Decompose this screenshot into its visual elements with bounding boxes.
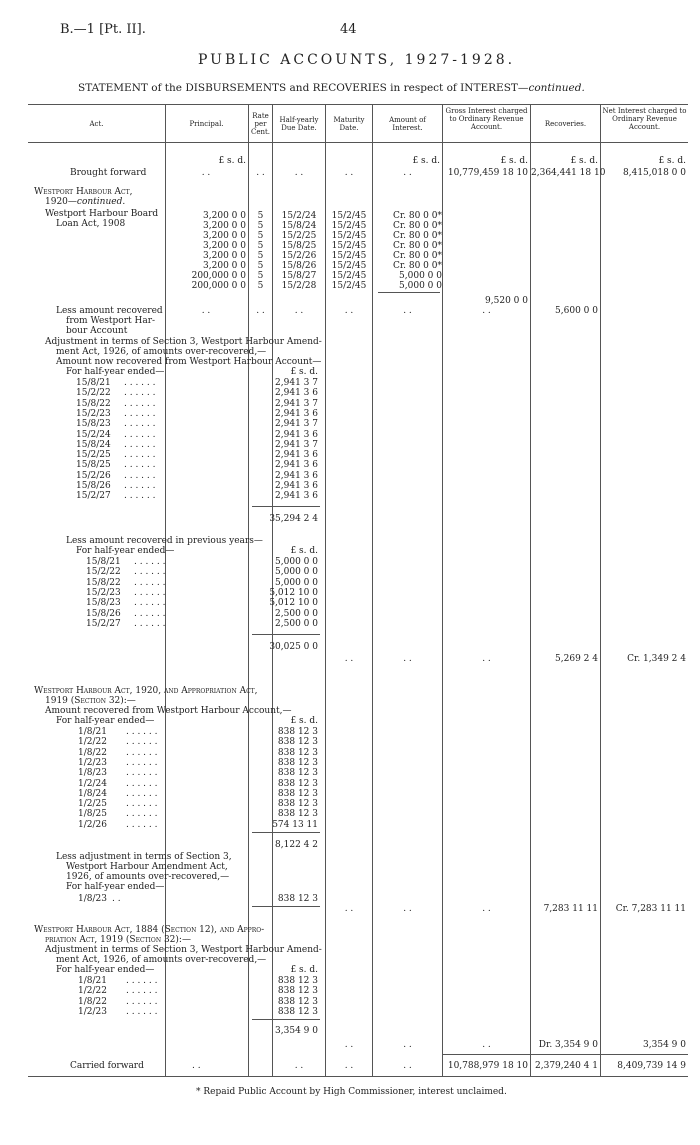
dot-leader: . . . . . . (126, 757, 158, 768)
leader: . . (344, 1040, 354, 1050)
act1-year-text: 1920— (45, 197, 77, 207)
due-date-cell: 15/2/24 (281, 211, 317, 221)
dot-leader: . . . . . . (124, 491, 156, 502)
amount-cell: 5,000 0 0 (275, 567, 318, 578)
maturity-cell: 15/2/45 (331, 271, 367, 281)
act2-recoveries: 7,283 11 11 (543, 904, 598, 914)
act2-title-3: Amount recovered from Westport Harbour Account,— (45, 706, 292, 716)
amount-cell: 838 12 3 (277, 799, 318, 810)
leader: . . (256, 306, 265, 316)
date-cell: 15/2/27 (86, 618, 121, 629)
dot-leader: . . . . . . (126, 819, 158, 830)
subtotal-rule (252, 634, 320, 635)
amount-cell: 2,941 3 7 (275, 398, 318, 409)
due-date-cell: 15/2/28 (281, 281, 317, 291)
amount-cell: 838 12 3 (277, 737, 318, 748)
act1-sec-net: Cr. 1,349 2 4 (627, 654, 686, 664)
dot-leader: . . . . . . (124, 398, 156, 409)
amount-cell: 5,012 10 0 (269, 598, 318, 609)
amount-cell: 838 12 3 (277, 747, 318, 758)
amount-cell: 838 12 3 (277, 976, 318, 986)
amount-cell: 838 12 3 (277, 996, 318, 1007)
amount-cell: Cr. 80 0 0* (392, 251, 442, 261)
date-cell: 15/2/27 (76, 491, 111, 502)
amount-cell: 838 12 3 (277, 778, 318, 789)
leader: . . (403, 168, 412, 178)
principal-cell: 3,200 0 0 (203, 241, 246, 251)
act1-year (45, 197, 125, 207)
act1-adj-2: ment Act, 1926, of amounts over-recovered,— (56, 347, 267, 357)
dot-leader: . . . . . . (124, 470, 156, 481)
date-cell: 1/8/21 (78, 976, 107, 986)
date-cell: 1/2/23 (78, 1006, 107, 1017)
act2-less-date: 1/8/23 (78, 894, 107, 904)
date-cell: 15/8/21 (76, 378, 111, 388)
col-rule (600, 104, 601, 1076)
act1-adj-1: Adjustment in terms of Section 3, Westport Harbour Amend- (45, 337, 322, 347)
act3-title-4: ment Act, 1926, of amounts over-recovered,— (56, 955, 267, 965)
act3-title-3: Adjustment in terms of Section 3, Westport Harbour Amend- (45, 945, 322, 955)
date-cell: 1/8/23 (78, 768, 107, 779)
table-bottom-rule (28, 1076, 688, 1077)
principal-cell: 3,200 0 0 (203, 211, 246, 221)
dot-leader: . . . . . . (126, 1006, 158, 1017)
principal-cell: 3,200 0 0 (203, 231, 246, 241)
maturity-cell: 15/2/45 (331, 281, 367, 291)
amount-cell: 2,941 3 6 (275, 388, 318, 399)
amount-cell: 838 12 3 (277, 809, 318, 820)
leader: . . (294, 1061, 304, 1071)
dot-leader: . . . . . . (124, 388, 156, 399)
dot-leader: . . . . . . (126, 996, 158, 1007)
due-date-cell: 15/8/26 (281, 261, 317, 271)
act1-board-1: Westport Harbour Board (45, 209, 159, 219)
act1-less-1: Less amount recovered (56, 306, 163, 316)
col-header-gross: Gross Interest charged to Ordinary Revenue Account. (445, 107, 528, 131)
dot-leader: . . . . . . (134, 557, 166, 567)
footnote: * Repaid Public Account by High Commissioner, interest unclaimed. (196, 1087, 507, 1097)
act1-less-2: from Westport Har- (66, 316, 156, 326)
carried-forward-label: Carried forward (70, 1061, 144, 1071)
date-cell: 15/2/23 (76, 408, 111, 419)
date-cell: 15/2/22 (86, 567, 121, 578)
dot-leader: . . . . . . (126, 737, 158, 748)
dot-leader: . . . . . . (134, 587, 166, 598)
date-cell: 1/2/26 (78, 819, 107, 830)
leader: . . (403, 904, 412, 914)
date-cell: 15/8/23 (76, 419, 111, 430)
dot-leader: . . (192, 1061, 201, 1071)
col-header-principal: Principal. (189, 120, 224, 128)
date-cell: 15/2/22 (76, 388, 111, 399)
col-header-halfyearly: Half-yearly Due Date. (279, 116, 319, 132)
dot-leader: . . . . . . (124, 439, 156, 450)
leader: . . (294, 306, 304, 316)
dot-leader: . . . . . . (126, 747, 158, 758)
header-bottom-rule (28, 142, 688, 143)
maturity-cell: 15/2/45 (331, 241, 367, 251)
due-date-cell: 15/2/25 (281, 231, 317, 241)
subtitle-main: STATEMENT of the DISBURSEMENTS and RECOVERIES in respect of INTEREST— (78, 82, 529, 94)
act1-title: Westport Harbour Act, (34, 187, 133, 197)
subtotal-rule (252, 506, 320, 507)
col-rule (530, 104, 531, 1076)
leader: . . (256, 168, 265, 178)
leader: . . (403, 1061, 412, 1071)
dot-leader: . . . . . . (134, 608, 166, 619)
date-cell: 15/8/26 (76, 481, 111, 491)
act1-prev-total: 30,025 0 0 (269, 642, 318, 652)
subtitle-cont: continued. (528, 82, 585, 94)
subtotal-rule (252, 832, 320, 833)
act2-title-1: Westport Harbour Act, 1920, and Appropriation Act, (34, 686, 258, 696)
act3-recoveries: Dr. 3,354 9 0 (538, 1040, 598, 1050)
rate-cell: 5 (257, 241, 264, 251)
brought-forward-label: Brought forward (70, 168, 147, 178)
leader: . . (201, 306, 211, 316)
dot-leader: . . . . . . (124, 419, 156, 430)
brought-gross: 10,779,459 18 10 (447, 168, 528, 178)
date-cell: 1/2/23 (78, 757, 107, 768)
leader: . . (294, 168, 304, 178)
leader: . . (403, 1040, 412, 1050)
date-cell: 1/2/22 (78, 986, 107, 997)
amount-cell: 838 12 3 (277, 788, 318, 799)
amount-cell: 2,941 3 7 (275, 378, 318, 388)
dot-leader: . . . . . . (126, 788, 158, 799)
lsd-amount: £ s. d. (412, 156, 440, 166)
dot-leader: . . . . . . (126, 778, 158, 789)
lsd-gross: £ s. d. (500, 156, 528, 166)
col-header-recoveries: Recoveries. (544, 120, 587, 128)
date-cell: 15/8/22 (86, 577, 121, 588)
dot-leader: . . . . . . (124, 460, 156, 471)
date-cell: 15/8/24 (76, 439, 111, 450)
amount-cell: 5,000 0 0 (275, 557, 318, 567)
date-cell: 15/2/23 (86, 587, 121, 598)
amount-cell: 838 12 3 (277, 986, 318, 997)
dot-leader: . . . . . . (124, 450, 156, 461)
maturity-cell: 15/2/45 (331, 231, 367, 241)
amount-cell: 2,941 3 6 (275, 470, 318, 481)
rate-cell: 5 (257, 231, 264, 241)
leader: . . (482, 904, 491, 914)
lsd-principal: £ s. d. (218, 156, 246, 166)
date-cell: 15/2/24 (76, 429, 111, 440)
carried-recoveries: 2,379,240 4 1 (535, 1061, 598, 1071)
brought-recoveries: 2,364,441 18 10 (531, 168, 606, 178)
rate-cell: 5 (257, 251, 264, 261)
act2-less-3: 1926, of amounts over-recovered,— (66, 872, 230, 882)
principal-cell: 3,200 0 0 (203, 261, 246, 271)
amount-cell: Cr. 80 0 0* (392, 261, 442, 271)
act1-prev-halfyear: For half-year ended— (76, 546, 175, 556)
act1-adj-3: Amount now recovered from Westport Harbour Account— (56, 357, 322, 367)
amount-cell: 5,012 10 0 (269, 587, 318, 598)
dot-leader: . . . . . . (134, 567, 166, 578)
amount-cell: 574 13 11 (272, 819, 318, 830)
dot-leader: . . . . . . (134, 577, 166, 588)
act1-gross-total: 9,520 0 0 (485, 296, 528, 306)
leader: . . (482, 306, 491, 316)
lsd-sub: £ s. d. (290, 367, 318, 377)
rate-cell: 5 (257, 211, 264, 221)
act1-less-recoveries: 5,600 0 0 (555, 306, 598, 316)
act1-prev-1: Less amount recovered in previous years— (66, 536, 263, 546)
leader: . . (344, 904, 354, 914)
amount-cell: Cr. 80 0 0* (392, 221, 442, 231)
amount-cell: 838 12 3 (277, 1006, 318, 1017)
due-date-cell: 15/2/26 (281, 251, 317, 261)
act2-net: Cr. 7,283 11 11 (615, 904, 686, 914)
date-cell: 15/8/25 (76, 460, 111, 471)
lsd-sub: £ s. d. (290, 965, 318, 975)
amount-cell: 5,000 0 0 (399, 271, 442, 281)
due-date-cell: 15/8/27 (281, 271, 317, 281)
amount-cell: 2,500 0 0 (275, 608, 318, 619)
act1-board-2: Loan Act, 1908 (56, 219, 126, 229)
due-date-cell: 15/8/25 (281, 241, 317, 251)
amount-cell: 838 12 3 (277, 757, 318, 768)
lsd-sub: £ s. d. (290, 716, 318, 726)
leader: . . (344, 654, 354, 664)
maturity-cell: 15/2/45 (331, 211, 367, 221)
amount-cell: 2,941 3 6 (275, 450, 318, 461)
date-cell: 1/8/22 (78, 996, 107, 1007)
act3-title-1: Westport Harbour Act, 1884 (Section 12), and Appro- (34, 925, 265, 935)
dot-leader: . . . . . . (124, 408, 156, 419)
date-cell: 15/8/22 (76, 398, 111, 409)
amount-subtotal-rule (378, 292, 440, 293)
amount-cell: Cr. 80 0 0* (392, 241, 442, 251)
carried-rule (443, 1054, 688, 1055)
amount-cell: 2,941 3 7 (275, 439, 318, 450)
amount-cell: 2,941 3 7 (275, 419, 318, 430)
lsd-sub: £ s. d. (290, 546, 318, 556)
table-top-rule (28, 104, 688, 105)
date-cell: 15/8/21 (86, 557, 121, 567)
act1-recovered-total: 35,294 2 4 (269, 514, 318, 524)
date-cell: 1/8/21 (78, 727, 107, 737)
col-header-amount: Amount of Interest. (389, 116, 426, 132)
dot-leader: . . . . . . (126, 809, 158, 820)
leader: . . (344, 168, 354, 178)
act3-net: 3,354 9 0 (643, 1040, 686, 1050)
carried-net: 8,409,739 14 9 (617, 1061, 686, 1071)
amount-cell: 5,000 0 0 (399, 281, 442, 291)
dot-leader: . . . . . . (126, 976, 158, 986)
amount-cell: 2,941 3 6 (275, 429, 318, 440)
act1-halfyear: For half-year ended— (66, 367, 165, 377)
rate-cell: 5 (257, 261, 264, 271)
col-header-net: Net Interest charged to Ordinary Revenue Account. (602, 107, 687, 131)
act2-less-halfyear: For half-year ended— (66, 882, 165, 892)
col-header-maturity: Maturity Date. (333, 116, 365, 132)
dot-leader: . . . . . . (134, 598, 166, 609)
dot-leader: . . . . . . (126, 727, 158, 737)
rate-cell: 5 (257, 221, 264, 231)
act2-halfyear: For half-year ended— (56, 716, 155, 726)
col-rule (442, 104, 443, 1076)
act3-total: 3,354 9 0 (275, 1026, 318, 1036)
act1-less-3: bour Account (66, 326, 128, 336)
amount-cell: 838 12 3 (277, 727, 318, 737)
act1-sec-recoveries: 5,269 2 4 (555, 654, 598, 664)
date-cell: 1/8/22 (78, 747, 107, 758)
date-cell: 15/8/23 (86, 598, 121, 609)
amount-cell: Cr. 80 0 0* (392, 231, 442, 241)
amount-cell: 2,941 3 6 (275, 481, 318, 491)
maturity-cell: 15/2/45 (331, 251, 367, 261)
amount-cell: 2,941 3 6 (275, 491, 318, 502)
dot-leader: . . . . . . (124, 481, 156, 491)
principal-cell: 3,200 0 0 (203, 221, 246, 231)
date-cell: 1/8/25 (78, 809, 107, 820)
act3-title-2: priation Act, 1919 (Section 32):— (45, 935, 191, 945)
act2-total: 8,122 4 2 (275, 840, 318, 850)
lsd-net: £ s. d. (658, 156, 686, 166)
rate-cell: 5 (257, 271, 264, 281)
dot-leader: . . . . . . (124, 378, 156, 388)
date-cell: 1/2/22 (78, 737, 107, 748)
date-cell: 1/2/25 (78, 799, 107, 810)
act1-cont: continued. (76, 197, 126, 207)
act2-less-1: Less adjustment in terms of Section 3, (56, 852, 232, 862)
dot-leader: . . (112, 894, 121, 904)
act2-less-2: Westport Harbour Amendment Act, (66, 862, 228, 872)
date-cell: 1/8/24 (78, 788, 107, 799)
act2-title-2: 1919 (Section 32):— (45, 696, 136, 706)
subtotal-rule (252, 906, 320, 907)
amount-cell: Cr. 80 0 0* (392, 211, 442, 221)
amount-cell: 838 12 3 (277, 768, 318, 779)
act2-less-amt: 838 12 3 (277, 894, 318, 904)
due-date-cell: 15/8/24 (281, 221, 317, 231)
leader: . . (403, 306, 412, 316)
leader: . . (201, 168, 211, 178)
dot-leader: . . . . . . (126, 986, 158, 997)
leader: . . (482, 654, 491, 664)
col-header-act: Act. (89, 120, 104, 128)
leader: . . (344, 1061, 354, 1071)
maturity-cell: 15/2/45 (331, 261, 367, 271)
leader: . . (344, 306, 354, 316)
leader: . . (403, 654, 412, 664)
col-header-rate: Rate per Cent. (250, 112, 271, 136)
rate-cell: 5 (257, 281, 264, 291)
date-cell: 1/2/24 (78, 778, 107, 789)
amount-cell: 2,941 3 6 (275, 408, 318, 419)
page-subtitle (78, 82, 585, 94)
amount-cell: 2,500 0 0 (275, 618, 318, 629)
date-cell: 15/2/25 (76, 450, 111, 461)
carried-gross: 10,788,979 18 10 (447, 1061, 528, 1071)
page-title: PUBLIC ACCOUNTS, 1927-1928. (198, 52, 516, 68)
dot-leader: . . . . . . (124, 429, 156, 440)
principal-cell: 3,200 0 0 (203, 251, 246, 261)
dot-leader: . . . . . . (126, 799, 158, 810)
principal-cell: 200,000 0 0 (191, 281, 246, 291)
lsd-recoveries: £ s. d. (570, 156, 598, 166)
act3-halfyear: For half-year ended— (56, 965, 155, 975)
subtotal-rule (252, 1019, 320, 1020)
dot-leader: . . . . . . (134, 618, 166, 629)
page-ref: B.—1 [Pt. II]. (60, 22, 146, 37)
maturity-cell: 15/2/45 (331, 221, 367, 231)
principal-cell: 200,000 0 0 (191, 271, 246, 281)
brought-net: 8,415,018 0 0 (623, 168, 686, 178)
page-number: 44 (340, 22, 357, 37)
amount-cell: 2,941 3 6 (275, 460, 318, 471)
date-cell: 15/8/26 (86, 608, 121, 619)
date-cell: 15/2/26 (76, 470, 111, 481)
dot-leader: . . . . . . (126, 768, 158, 779)
amount-cell: 5,000 0 0 (275, 577, 318, 588)
leader: . . (482, 1040, 491, 1050)
